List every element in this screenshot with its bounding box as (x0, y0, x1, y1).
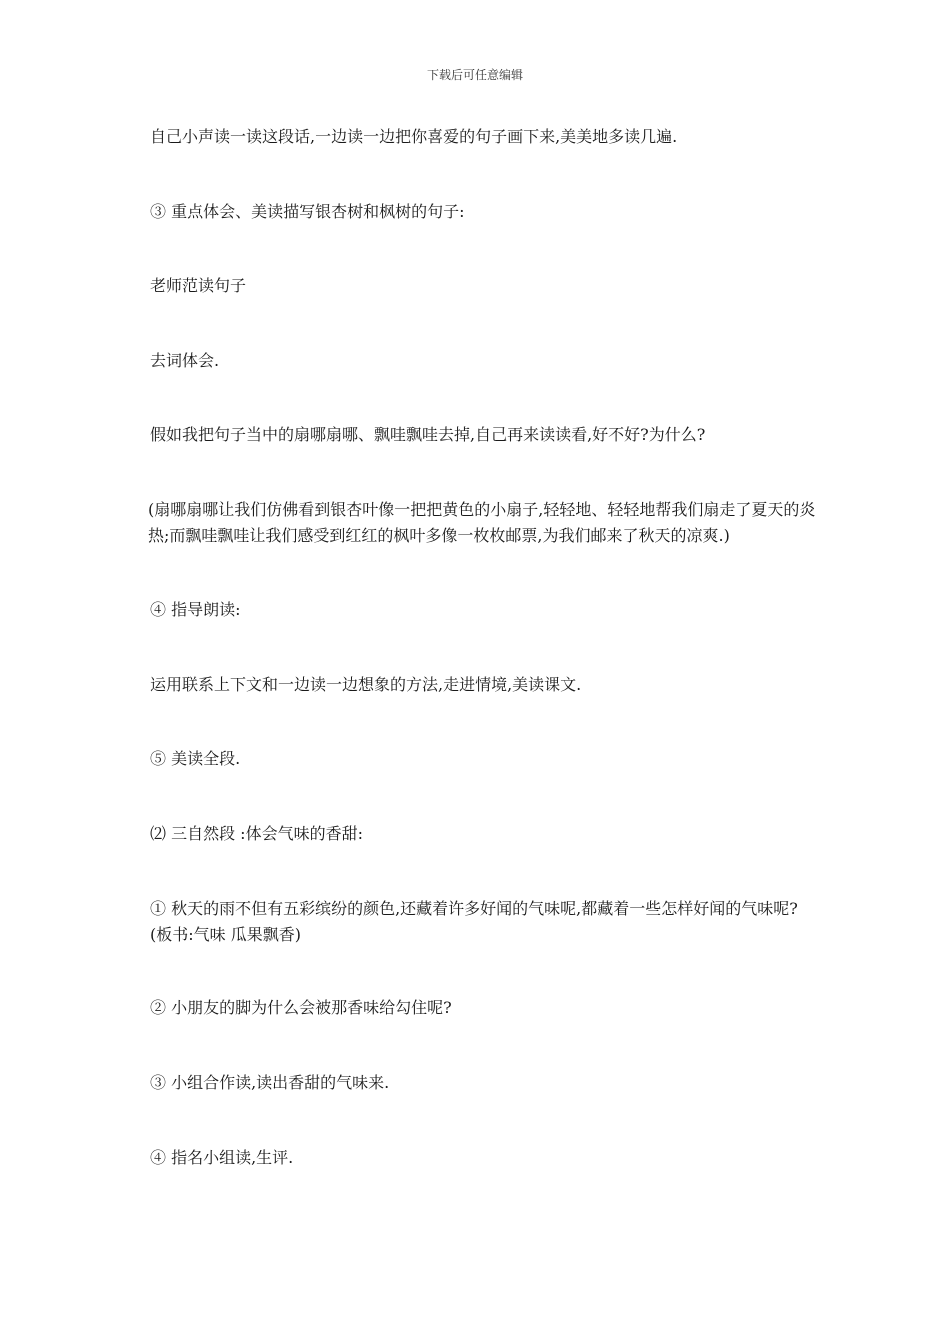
paragraph-3: 老师范读句子 (150, 276, 247, 295)
paragraph-10: ⑵ 三自然段 :体会气味的香甜: (150, 824, 363, 843)
paragraph-5: 假如我把句子当中的扇哪扇哪、飘哇飘哇去掉,自己再来读读看,好不好?为什么? (150, 425, 706, 444)
paragraph-11: ① 秋天的雨不但有五彩缤纷的颜色,还藏着许多好闻的气味呢,都藏着一些怎样好闻的气味呢?(板书:气味 瓜果飘香) (150, 899, 798, 944)
paragraph-9: ⑤ 美读全段. (150, 749, 241, 768)
paragraph-13: ③ 小组合作读,读出香甜的气味来. (150, 1073, 390, 1092)
paragraph-6: (扇哪扇哪让我们仿佛看到银杏叶像一把把黄色的小扇子,轻轻地、轻轻地帮我们扇走了夏天的炎热;而飘哇飘哇让我们感受到红红的枫叶多像一枚枚邮票,为我们邮来了秋天的凉爽.) (148, 500, 816, 545)
paragraph-2: ③ 重点体会、美读描写银杏树和枫树的句子: (150, 202, 465, 221)
page-header: 下载后可任意编辑 (426, 68, 523, 82)
paragraph-12: ② 小朋友的脚为什么会被那香味给勾住呢? (150, 998, 452, 1017)
paragraph-14: ④ 指名小组读,生评. (150, 1148, 294, 1167)
paragraph-1: 自己小声读一读这段话,一边读一边把你喜爱的句子画下来,美美地多读几遍. (150, 127, 678, 146)
paragraph-4: 去词体会. (150, 351, 220, 370)
paragraph-8: 运用联系上下文和一边读一边想象的方法,走进情境,美读课文. (150, 675, 582, 694)
paragraph-7: ④ 指导朗读: (150, 600, 241, 619)
